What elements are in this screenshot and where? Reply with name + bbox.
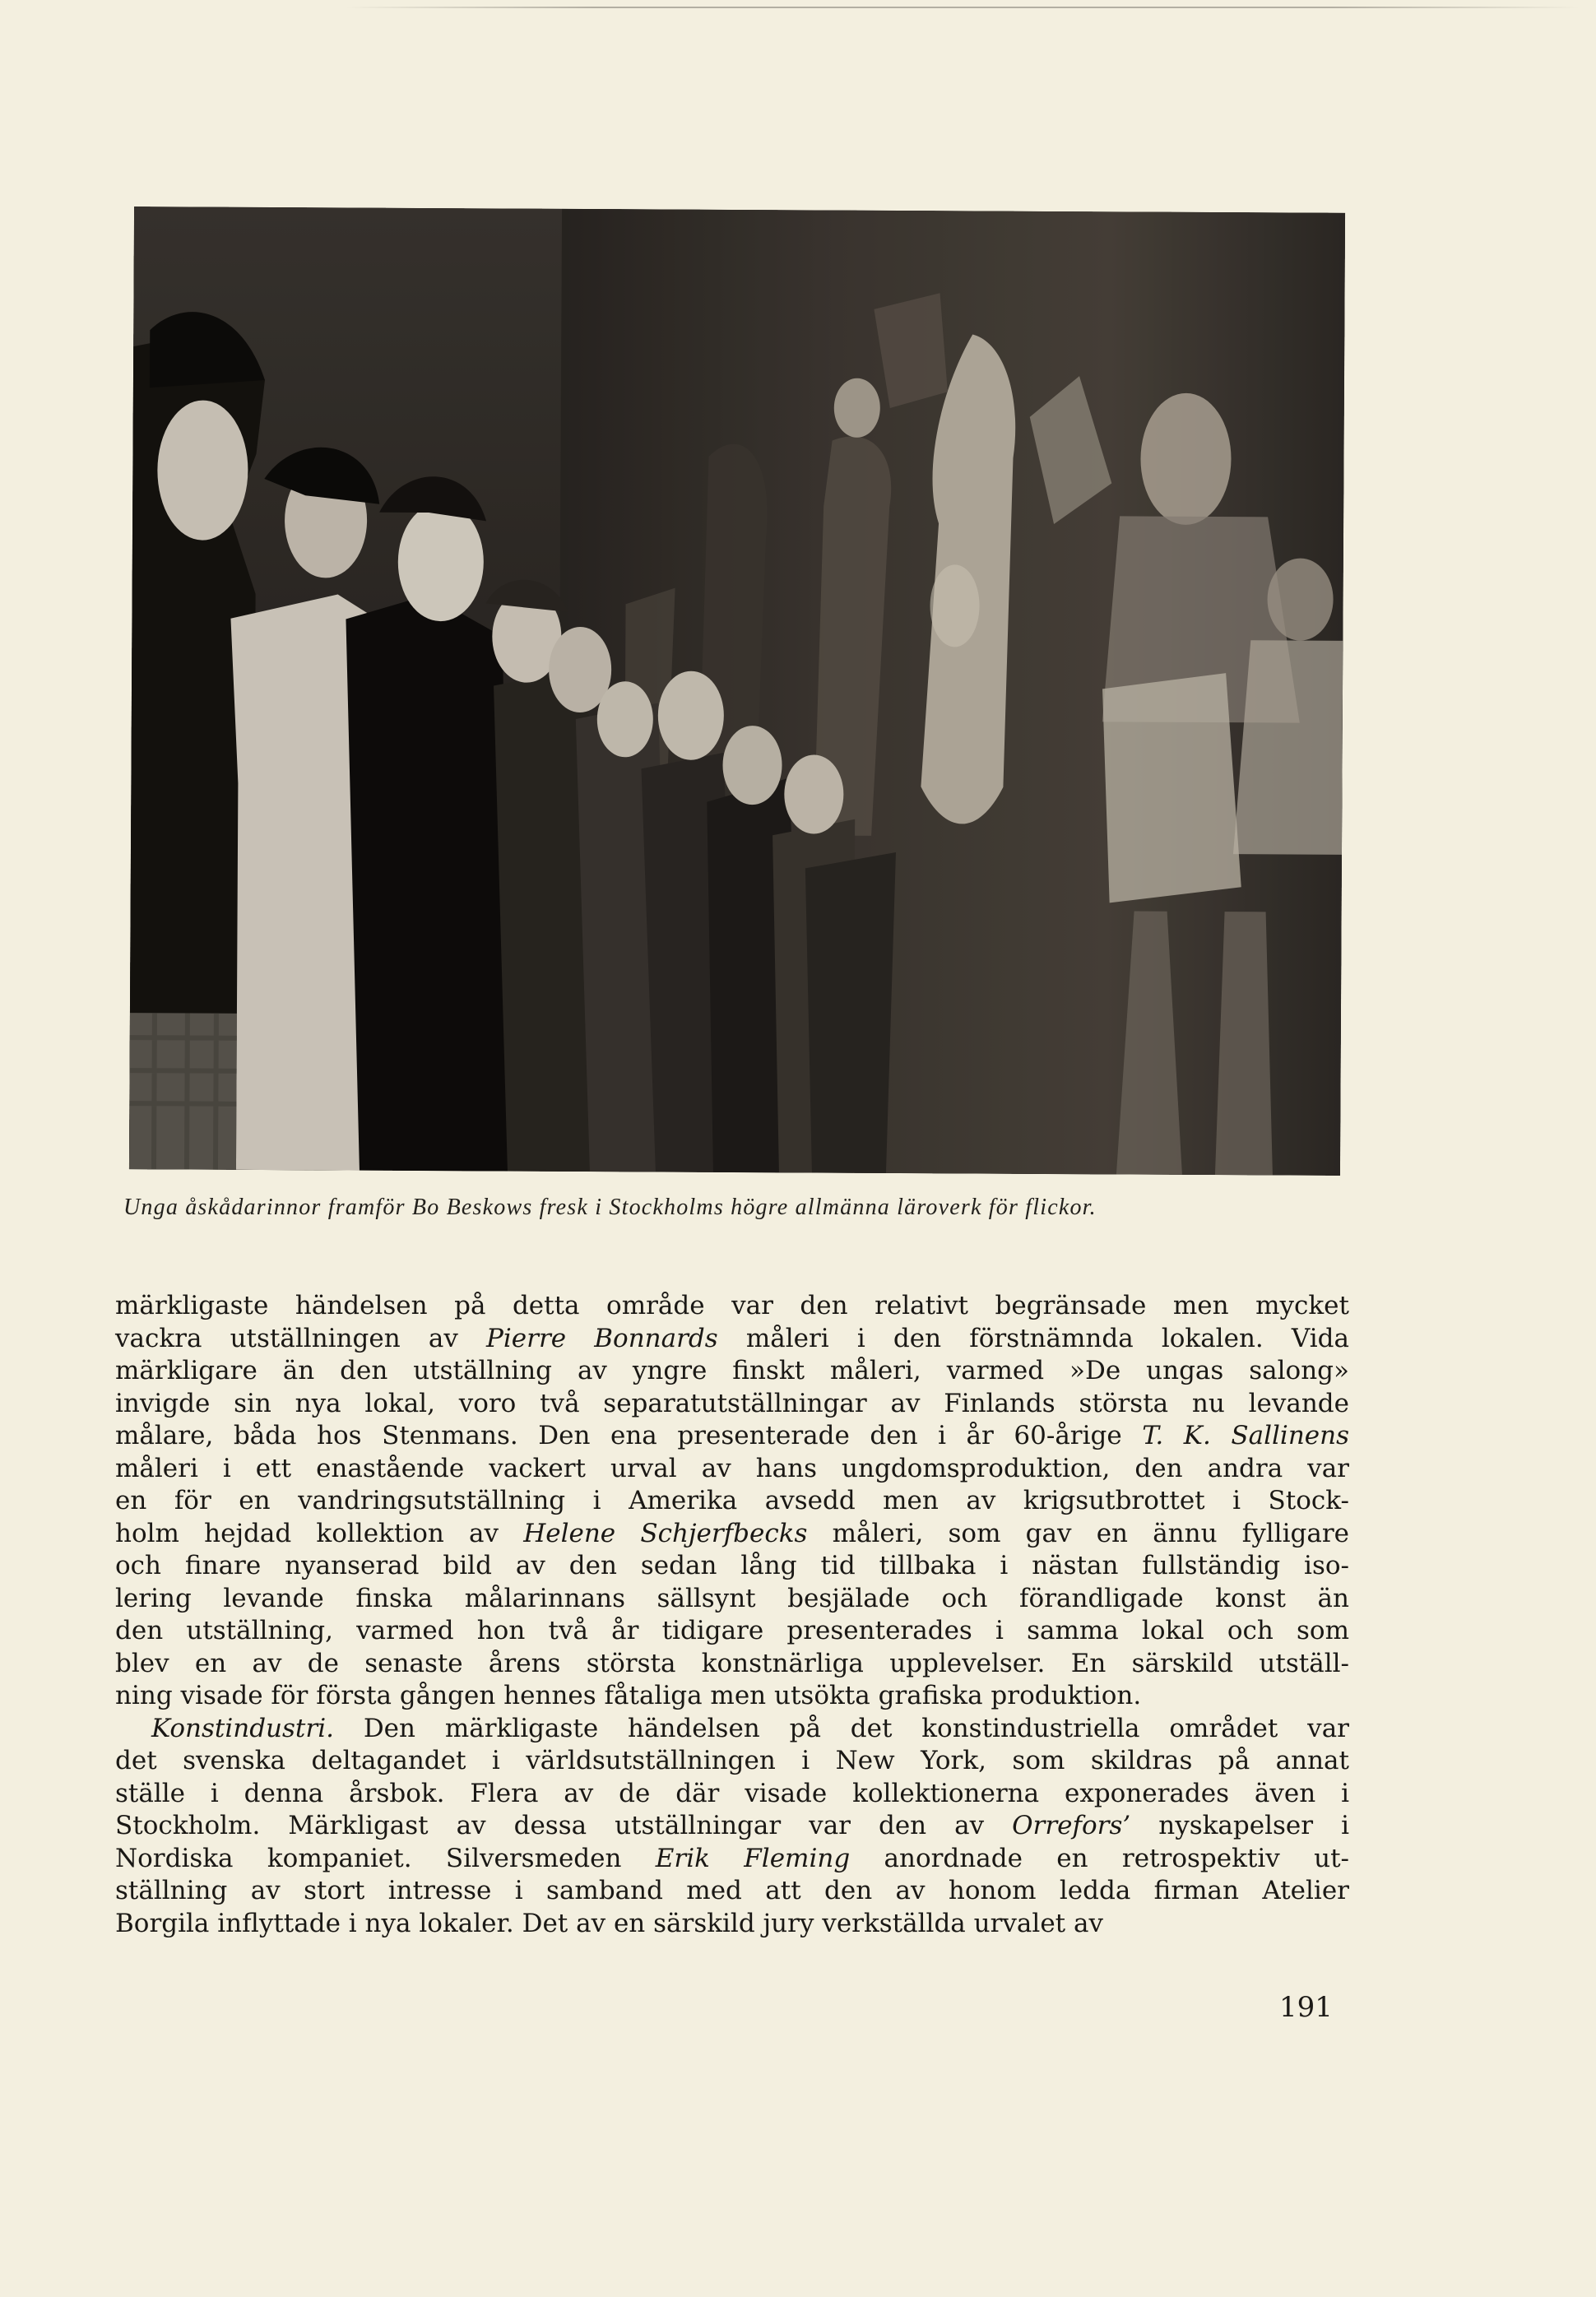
text-line bbox=[115, 1290, 1349, 1323]
text-line bbox=[115, 1713, 1349, 1746]
text-run: en för en vandringsutställning i Amerika avsedd men av krigsutbrottet i Stock- bbox=[115, 1486, 1349, 1515]
text-run: måleri i den förstnämnda lokalen. Vida bbox=[717, 1323, 1349, 1353]
text-line bbox=[115, 1908, 1349, 1941]
page-number: 191 bbox=[1279, 1991, 1333, 2024]
text-run: Borgila inflyttade i nya lokaler. Det av en särskild jury verkställda urvalet av bbox=[115, 1908, 1103, 1938]
italic-name: Erik Fleming bbox=[655, 1843, 851, 1873]
fresco-photograph bbox=[129, 206, 1345, 1176]
text-run: anordnade en retrospektiv ut- bbox=[850, 1843, 1349, 1873]
text-line bbox=[115, 1843, 1349, 1876]
italic-name: Pierre Bonnards bbox=[486, 1323, 718, 1353]
italic-name: Konstindustri. bbox=[151, 1713, 334, 1743]
text-run: holm hejdad kollektion av bbox=[115, 1518, 524, 1548]
photo-illustration bbox=[129, 206, 1345, 1176]
text-line bbox=[115, 1680, 1349, 1713]
italic-name: T. K. Sallinens bbox=[1142, 1421, 1350, 1450]
text-line bbox=[115, 1583, 1349, 1616]
text-run: Stockholm. Märkligast av dessa utställningar var den av bbox=[115, 1811, 1013, 1840]
body-text bbox=[115, 1290, 1349, 1940]
italic-name: Orrefors’ bbox=[1012, 1811, 1131, 1840]
text-run: nyskapelser i bbox=[1130, 1811, 1349, 1840]
photo-caption: Unga åskådarinnor framför Bo Beskows fresk i Stockholms högre allmänna läroverk för flickor. bbox=[123, 1195, 1097, 1220]
text-line bbox=[115, 1550, 1349, 1583]
text-line bbox=[115, 1420, 1349, 1453]
text-run: Nordiska kompaniet. Silversmeden bbox=[115, 1843, 656, 1873]
text-line bbox=[115, 1778, 1349, 1811]
text-line bbox=[115, 1485, 1349, 1518]
text-line bbox=[115, 1648, 1349, 1681]
text-run: ställe i denna årsbok. Flera av de där visade kollektionerna exponerades även i bbox=[115, 1778, 1349, 1808]
text-run: det svenska deltagandet i världsutställningen i New York, som skildras på annat bbox=[115, 1746, 1349, 1775]
text-line bbox=[115, 1323, 1349, 1356]
text-line bbox=[115, 1355, 1349, 1388]
text-line bbox=[115, 1875, 1349, 1908]
text-line bbox=[115, 1518, 1349, 1551]
text-run: Den märkligaste händelsen på det konstindustriella området var bbox=[333, 1713, 1349, 1743]
text-run: lering levande finska målarinnans sällsynt besjälade och förandligade konst än bbox=[115, 1583, 1349, 1613]
top-edge-line bbox=[346, 7, 1580, 8]
text-line bbox=[115, 1810, 1349, 1843]
text-run: och finare nyanserad bild av den sedan lång tid tillbaka i nästan fullständig iso- bbox=[115, 1551, 1349, 1580]
text-run: märkligare än den utställning av yngre finskt måleri, varmed »De ungas salong» bbox=[115, 1356, 1349, 1385]
text-run: blev en av de senaste årens största konstnärliga upplevelser. En särskild utställ- bbox=[115, 1648, 1349, 1678]
text-line bbox=[115, 1388, 1349, 1421]
text-run: målare, båda hos Stenmans. Den ena presenterade den i år 60-årige bbox=[115, 1421, 1143, 1450]
text-line bbox=[115, 1745, 1349, 1778]
italic-name: Helene Schjerfbecks bbox=[523, 1518, 808, 1548]
text-run: ställning av stort intresse i samband med att den av honom ledda firman Atelier bbox=[115, 1876, 1349, 1905]
text-run: måleri, som gav en ännu fylligare bbox=[807, 1518, 1349, 1548]
text-run: invigde sin nya lokal, voro två separatutställningar av Finlands största nu levande bbox=[115, 1388, 1349, 1418]
text-run: ning visade för första gången hennes fåtaliga men utsökta grafiska produktion. bbox=[115, 1681, 1142, 1710]
text-run: märkligaste händelsen på detta område var den relativt begränsade men mycket bbox=[115, 1291, 1349, 1320]
text-line bbox=[115, 1453, 1349, 1486]
text-run: vackra utställningen av bbox=[115, 1323, 486, 1353]
text-run: måleri i ett enastående vackert urval av hans ungdomsproduktion, den andra var bbox=[115, 1453, 1349, 1483]
text-run: den utställning, varmed hon två år tidigare presenterades i samma lokal och som bbox=[115, 1616, 1349, 1645]
text-line bbox=[115, 1615, 1349, 1648]
